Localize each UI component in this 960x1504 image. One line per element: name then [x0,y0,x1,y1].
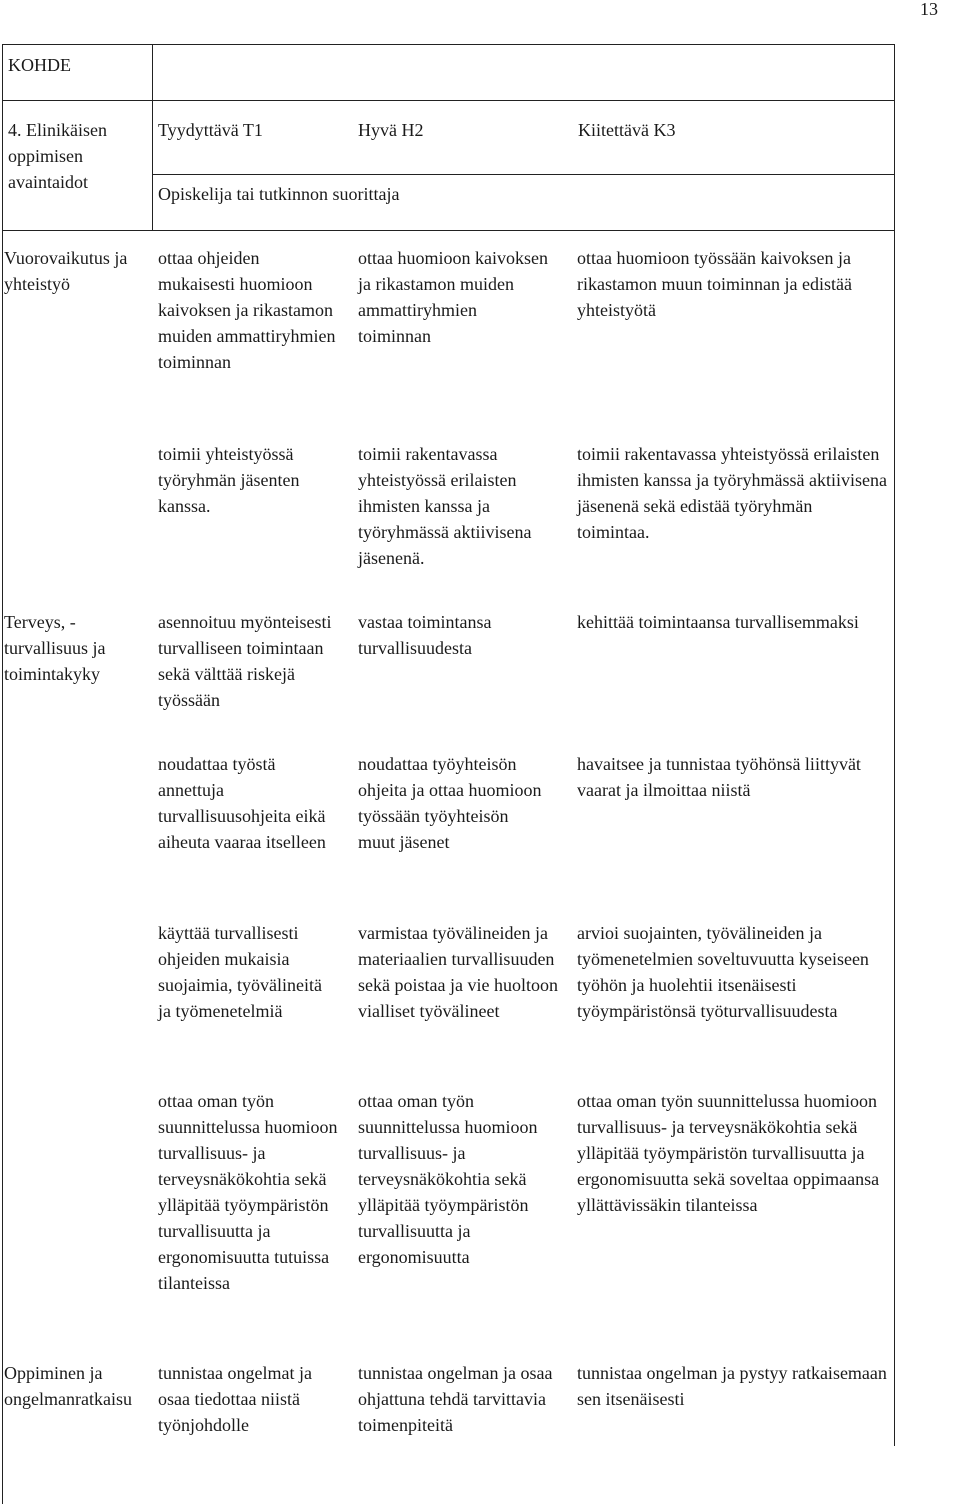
criterion-cell: ottaa huomioon kaivoksen ja rikastamon muiden ammattiryhmien toiminnan [358,248,548,346]
criterion-cell: tunnistaa ongelman ja osaa ohjattuna tehdä tarvittavia toimenpiteitä [358,1363,553,1435]
subject-label: Opiskelija tai tutkinnon suorittaja [158,184,400,204]
page-number: 13 [920,0,938,19]
header-divider-1 [152,44,153,230]
header-rule-1 [2,100,894,101]
criterion-cell: havaitsee ja tunnistaa työhönsä liittyvät vaarat ja ilmoittaa niistä [577,754,861,800]
criterion-cell: tunnistaa ongelman ja pystyy ratkaisemaan sen itsenäisesti [577,1363,887,1409]
criterion-cell: vastaa toimintansa turvallisuudesta [358,612,492,658]
header-rule-3 [2,230,894,231]
criterion-cell: toimii yhteistyössä työryhmän jäsenten kanssa. [158,444,300,516]
criterion-cell: käyttää turvallisesti ohjeiden mukaisia suojaimia, työvälineitä ja työmenetelmiä [158,923,322,1021]
criterion-cell: ottaa huomioon työssään kaivoksen ja rikastamon muun toiminnan ja edistää yhteistyötä [577,248,852,320]
criterion-cell: ottaa oman työn suunnittelussa huomioon turvallisuus- ja terveysnäkökohtia sekä ylläpitää työympäristön turvallisuutta ja ergonomisuutta [358,1091,538,1267]
criterion-cell: toimii rakentavassa yhteistyössä erilaisten ihmisten kanssa ja työryhmässä aktiivisena jäsenenä sekä edistää työryhmän toimintaa. [577,444,887,542]
criterion-cell: varmistaa työvälineiden ja materiaalien turvallisuuden sekä poistaa ja vie huoltoon vialliset työvälineet [358,923,558,1021]
criterion-cell: ottaa oman työn suunnittelussa huomioon turvallisuus- ja terveysnäkökohtia sekä ylläpitää työympäristön turvallisuutta ja ergonomisuutta tutuissa tilanteissa [158,1091,338,1293]
grade-h2: Hyvä H2 [358,120,424,140]
criterion-cell: noudattaa työstä annettuja turvallisuusohjeita eikä aiheuta vaaraa itselleen [158,754,326,852]
kohde-label: KOHDE [8,55,71,75]
header-rule-2 [152,174,894,175]
target-label: 4. Elinikäisen oppimisen avaintaidot [8,120,107,192]
criterion-cell: ottaa ohjeiden mukaisesti huomioon kaivoksen ja rikastamon muiden ammattiryhmien toiminnan [158,248,336,372]
grade-t1: Tyydyttävä T1 [158,120,263,140]
criterion-cell: asennoituu myönteisesti turvalliseen toimintaan sekä välttää riskejä työssään [158,612,332,710]
criterion-cell: tunnistaa ongelmat ja osaa tiedottaa niistä työnjohdolle [158,1363,312,1435]
row-label-terveys: Terveys, - turvallisuus ja toimintakyky [4,612,106,684]
criterion-cell: ottaa oman työn suunnittelussa huomioon turvallisuus- ja terveysnäkökohtia sekä ylläpitää työympäristön turvallisuutta ja ergonomisuutta sekä soveltaa oppimaansa yllättävissäkin tilanteissa [577,1091,880,1215]
criterion-cell: arvioi suojainten, työvälineiden ja työmenetelmien soveltuvuutta kyseiseen työhön ja huolehtii itsenäisesti työympäristönsä työturvallisuudesta [577,923,869,1021]
table-right-rule [894,44,895,1446]
table-top-rule [2,44,894,45]
criterion-cell: noudattaa työyhteisön ohjeita ja ottaa huomioon työssään työyhteisön muut jäsenet [358,754,542,852]
criterion-cell: kehittää toimintaansa turvallisemmaksi [577,612,859,632]
grade-k3: Kiitettävä K3 [578,120,676,140]
criterion-cell: toimii rakentavassa yhteistyössä erilaisten ihmisten kanssa ja työryhmässä aktiivisena jäsenenä. [358,444,532,568]
row-label-vuorovaikutus: Vuorovaikutus ja yhteistyö [4,248,128,294]
row-label-oppiminen: Oppiminen ja ongelmanratkaisu [4,1363,132,1409]
